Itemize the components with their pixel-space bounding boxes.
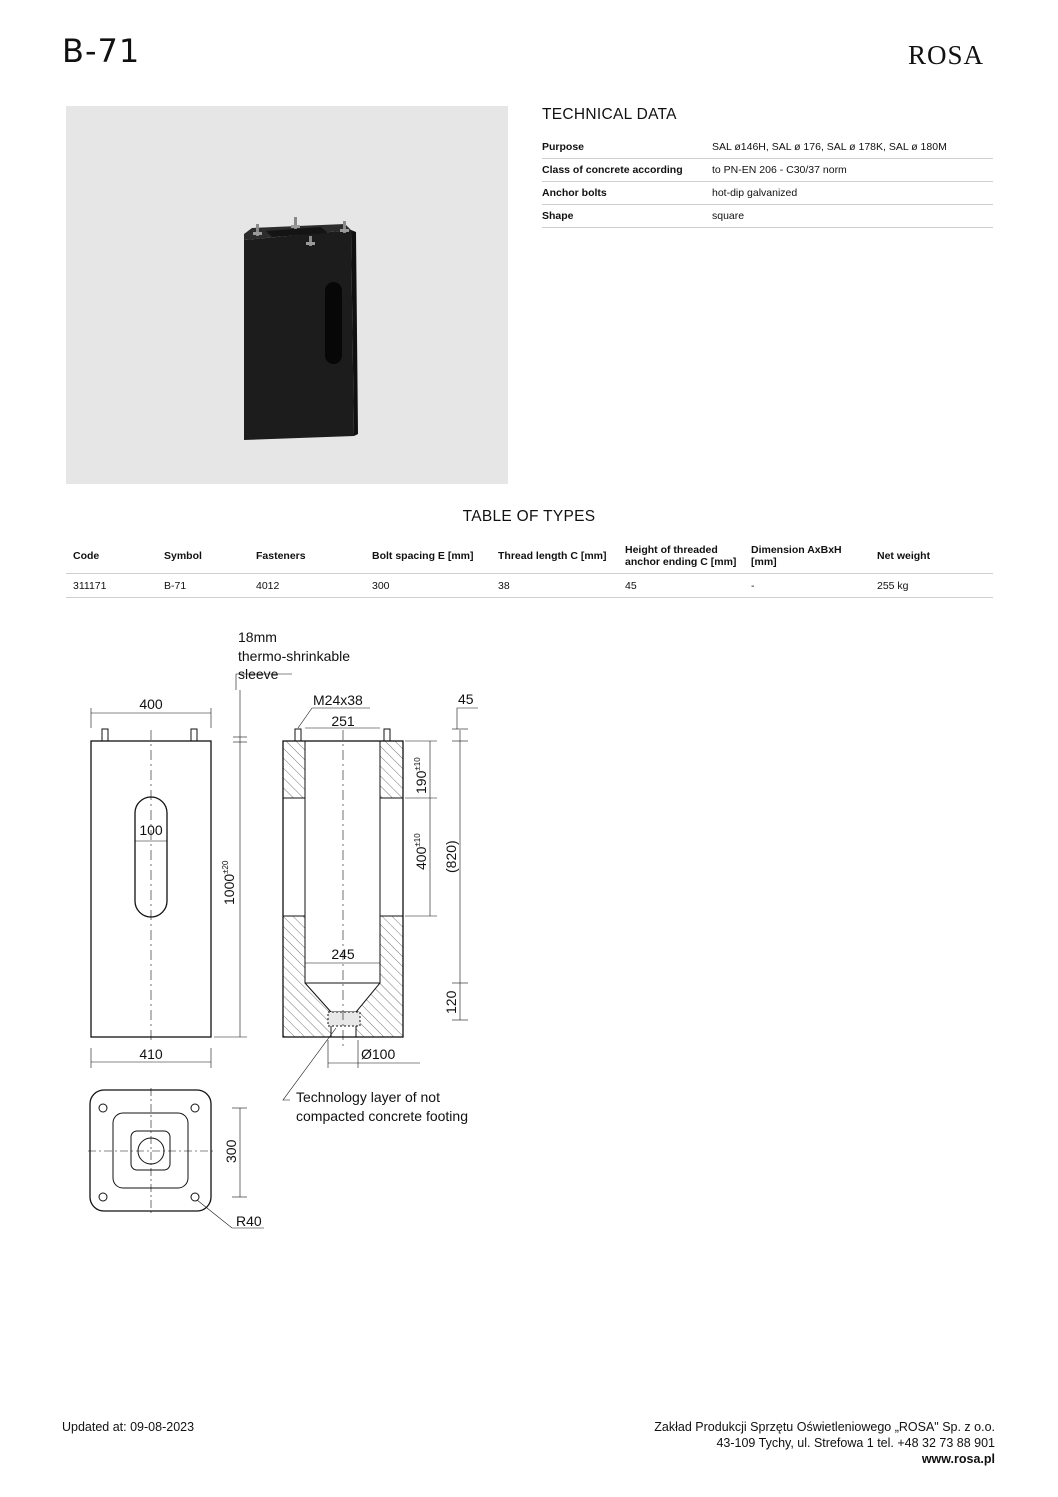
- table-cell: 300: [365, 574, 491, 598]
- dim-width-top: 400: [139, 696, 163, 712]
- company-info: [654, 1419, 995, 1467]
- column-header: Dimension AxBxH [mm]: [744, 539, 870, 574]
- dim-inner-top: 251: [331, 713, 355, 729]
- bolt-label: M24x38: [313, 692, 363, 708]
- column-header: Code: [66, 539, 157, 574]
- types-table: [66, 539, 993, 598]
- sleeve-label: 18mm: [238, 629, 277, 645]
- website-link[interactable]: www.rosa.pl: [921, 1452, 995, 1466]
- spec-label: Anchor bolts: [542, 182, 712, 205]
- table-row: [542, 136, 993, 159]
- table-cell: 45: [618, 574, 744, 598]
- product-photo: [66, 106, 508, 484]
- table-row: [542, 159, 993, 182]
- column-header: Bolt spacing E [mm]: [365, 539, 491, 574]
- dim-bolt-height: 45: [458, 691, 474, 707]
- dim-bolt-spacing: 300: [223, 1139, 239, 1163]
- updated-date: Updated at: 09-08-2023: [62, 1420, 195, 1434]
- technical-drawing: [60, 620, 510, 1240]
- column-header: Height of threaded anchor ending C [mm]: [618, 539, 744, 574]
- table-row: [542, 205, 993, 228]
- dim-depth: (820): [443, 840, 459, 873]
- dim-drain: Ø100: [361, 1046, 396, 1062]
- table-header-row: [66, 539, 993, 574]
- table-cell: 38: [491, 574, 618, 598]
- technical-data-table: [542, 136, 993, 228]
- dim-width-bottom: 410: [139, 1046, 163, 1062]
- rosa-logo: ROSA: [908, 40, 985, 70]
- spec-value: hot-dip galvanized: [712, 182, 993, 205]
- page-title: B-71: [62, 32, 141, 70]
- table-row: [542, 182, 993, 205]
- spec-label: Shape: [542, 205, 712, 228]
- column-header: Thread length C [mm]: [491, 539, 618, 574]
- dim-base-height: 120: [443, 990, 459, 1014]
- table-cell: 4012: [249, 574, 365, 598]
- spec-label: Purpose: [542, 136, 712, 159]
- table-of-types-heading: TABLE OF TYPES: [462, 508, 596, 525]
- drawing-labels: [139, 629, 473, 1229]
- dim-height: $1000^{\pm 20}$: [221, 860, 237, 905]
- table-cell: 311171: [66, 574, 157, 598]
- table-cell: -: [744, 574, 870, 598]
- spec-label: Class of concrete according: [542, 159, 712, 182]
- column-header: Symbol: [157, 539, 249, 574]
- front-view: [91, 674, 292, 1068]
- company-name: Zakład Produkcji Sprzętu Oświetleniowego „ROSA" Sp. z o.o.: [654, 1420, 995, 1434]
- spec-value: to PN-EN 206 - C30/37 norm: [712, 159, 993, 182]
- footing-label: compacted concrete footing: [296, 1108, 468, 1124]
- concrete-foundation-render: [66, 106, 508, 484]
- sleeve-label: sleeve: [238, 666, 279, 682]
- dim-opening-height: $400^{\pm 10}$: [413, 833, 429, 870]
- sleeve-label: thermo-shrinkable: [238, 648, 351, 664]
- dim-radius: R40: [236, 1213, 262, 1229]
- company-address: 43-109 Tychy, ul. Strefowa 1 tel. +48 32 73 88 901: [716, 1436, 995, 1450]
- dim-inner-bottom: 245: [331, 946, 355, 962]
- column-header: Net weight: [870, 539, 993, 574]
- table-cell: 255 kg: [870, 574, 993, 598]
- dim-opening: 100: [139, 822, 163, 838]
- table-row: [66, 574, 993, 598]
- footing-label: Technology layer of not: [296, 1089, 440, 1105]
- column-header: Fasteners: [249, 539, 365, 574]
- table-cell: B-71: [157, 574, 249, 598]
- spec-value: square: [712, 205, 993, 228]
- technical-data-heading: TECHNICAL DATA: [542, 106, 677, 123]
- dim-upper-section: $190^{\pm 10}$: [413, 757, 429, 794]
- spec-value: SAL ø146H, SAL ø 176, SAL ø 178K, SAL ø 180M: [712, 136, 993, 159]
- section-view: [283, 708, 478, 1100]
